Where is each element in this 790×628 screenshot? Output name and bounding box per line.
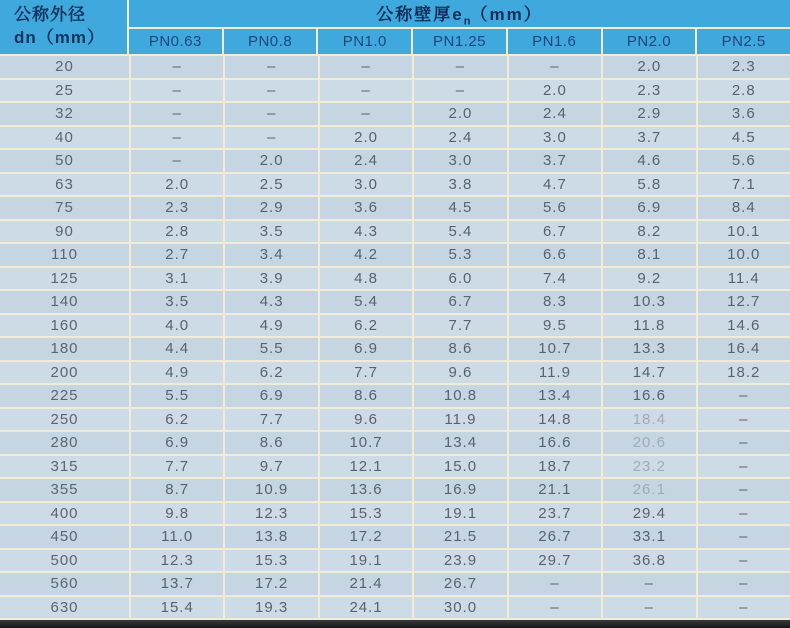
row-label-dn: 180	[50, 340, 79, 358]
table-cell: 14.7	[601, 362, 695, 384]
table-row	[0, 550, 790, 574]
row-label-dn: 90	[55, 222, 74, 240]
table-cell: –	[696, 479, 790, 501]
table-cell: 10.3	[601, 291, 695, 313]
table-body	[0, 56, 790, 620]
table-cell: 11.4	[696, 268, 790, 290]
table-cell: 3.6	[318, 197, 412, 219]
table-row	[0, 268, 790, 292]
table-cell: –	[507, 56, 601, 78]
table-cell: 3.7	[601, 127, 695, 149]
table-cell: 15.4	[129, 597, 223, 619]
table-cell: 2.0	[601, 56, 695, 78]
table-cell: –	[696, 597, 790, 619]
row-label-dn: 25	[55, 81, 74, 99]
column-header-pn125: PN1.25	[411, 29, 506, 54]
table-cell: 12.1	[318, 456, 412, 478]
table-cell: 2.0	[507, 80, 601, 102]
table-cell: 2.9	[223, 197, 317, 219]
table-row	[0, 197, 790, 221]
table-cell: 16.6	[507, 432, 601, 454]
table-row	[0, 244, 790, 268]
column-header-pn25: PN2.5	[695, 29, 790, 54]
table-cell: 15.3	[223, 550, 317, 572]
table-cell: 7.7	[318, 362, 412, 384]
column-header-pn08: PN0.8	[222, 29, 317, 54]
row-label-dn: 32	[55, 105, 74, 123]
table-cell: 7.7	[412, 315, 506, 337]
table-cell: 10.7	[318, 432, 412, 454]
column-header-pn20: PN2.0	[601, 29, 696, 54]
table-cell: 21.4	[318, 573, 412, 595]
table-cell: –	[129, 56, 223, 78]
table-cell: –	[696, 385, 790, 407]
table-cell: –	[223, 127, 317, 149]
table-cell: 9.8	[129, 503, 223, 525]
table-cell: 2.0	[412, 103, 506, 125]
row-label-dn: 200	[50, 363, 79, 381]
table-cell: 13.3	[601, 338, 695, 360]
table-row	[0, 338, 790, 362]
table-cell: 3.6	[696, 103, 790, 125]
table-cell: 19.3	[223, 597, 317, 619]
column-header-pn10: PN1.0	[316, 29, 411, 54]
table-cell: 6.9	[318, 338, 412, 360]
row-label-dn: 140	[50, 293, 79, 311]
table-cell: 5.5	[223, 338, 317, 360]
table-cell: –	[129, 150, 223, 172]
table-cell: 10.1	[696, 221, 790, 243]
table-cell: 4.5	[696, 127, 790, 149]
table-cell: 15.0	[412, 456, 506, 478]
row-label-dn: 315	[50, 457, 79, 475]
group-title-text: 公称壁厚e	[376, 4, 464, 24]
table-cell: 11.0	[129, 526, 223, 548]
row-label-dn: 50	[55, 152, 74, 170]
table-cell: 11.8	[601, 315, 695, 337]
table-cell: 7.4	[507, 268, 601, 290]
column-header-group	[129, 0, 790, 54]
table-cell: 24.1	[318, 597, 412, 619]
row-label-dn: 160	[50, 316, 79, 334]
table-cell: 19.1	[318, 550, 412, 572]
table-row	[0, 409, 790, 433]
table-row	[0, 56, 790, 80]
table-cell: 2.3	[601, 80, 695, 102]
table-row	[0, 456, 790, 480]
table-cell: 7.7	[129, 456, 223, 478]
table-cell: 14.6	[696, 315, 790, 337]
table-cell: 19.1	[412, 503, 506, 525]
table-cell: 13.8	[223, 526, 317, 548]
table-cell: –	[129, 80, 223, 102]
table-row	[0, 315, 790, 339]
table-cell: 5.5	[129, 385, 223, 407]
table-cell: 3.0	[507, 127, 601, 149]
table-cell: 8.7	[129, 479, 223, 501]
table-cell: 6.2	[223, 362, 317, 384]
table-cell: 9.2	[601, 268, 695, 290]
table-cell: 16.9	[412, 479, 506, 501]
group-title-subscript: n	[463, 15, 471, 28]
table-cell: 2.7	[129, 244, 223, 266]
table-cell: 6.7	[412, 291, 506, 313]
table-cell: 3.7	[507, 150, 601, 172]
table-cell: 10.8	[412, 385, 506, 407]
table-cell: –	[696, 503, 790, 525]
table-cell: 10.9	[223, 479, 317, 501]
table-cell: 26.7	[412, 573, 506, 595]
row-header-line1: 公称外径	[14, 5, 86, 25]
table-cell: 23.9	[412, 550, 506, 572]
table-cell: 9.7	[223, 456, 317, 478]
row-label-dn: 280	[50, 434, 79, 452]
table-cell: –	[223, 80, 317, 102]
table-cell: 2.3	[129, 197, 223, 219]
table-cell: 3.5	[223, 221, 317, 243]
table-cell: 4.2	[318, 244, 412, 266]
table-cell: 11.9	[412, 409, 506, 431]
table-cell: 12.3	[223, 503, 317, 525]
table-cell: 30.0	[412, 597, 506, 619]
table-row	[0, 526, 790, 550]
row-label-dn: 40	[55, 128, 74, 146]
table-cell: –	[601, 597, 695, 619]
table-cell: 13.4	[412, 432, 506, 454]
table-cell: 2.4	[507, 103, 601, 125]
table-cell: 17.2	[318, 526, 412, 548]
table-cell: –	[223, 103, 317, 125]
pn-header-row	[129, 29, 790, 54]
row-label-dn: 250	[50, 410, 79, 428]
table-cell: 15.3	[318, 503, 412, 525]
table-cell: 18.7	[507, 456, 601, 478]
row-label-dn: 75	[55, 199, 74, 217]
table-cell: 16.6	[601, 385, 695, 407]
table-cell: 2.4	[318, 150, 412, 172]
table-row	[0, 503, 790, 527]
table-cell: 5.6	[507, 197, 601, 219]
table-cell: 8.6	[412, 338, 506, 360]
table-cell: 8.4	[696, 197, 790, 219]
table-cell: 17.2	[223, 573, 317, 595]
table-cell: –	[412, 80, 506, 102]
table-cell: –	[223, 56, 317, 78]
column-header-pn16: PN1.6	[506, 29, 601, 54]
table-cell: 2.0	[223, 150, 317, 172]
table-row	[0, 80, 790, 104]
row-label-dn: 63	[55, 175, 74, 193]
table-cell: 9.6	[318, 409, 412, 431]
table-cell: 6.0	[412, 268, 506, 290]
row-label-dn: 450	[50, 528, 79, 546]
table-cell: 2.3	[696, 56, 790, 78]
table-cell: 23.2	[601, 456, 695, 478]
table-cell: 5.4	[412, 221, 506, 243]
table-cell: –	[696, 432, 790, 454]
table-cell: 5.6	[696, 150, 790, 172]
table-cell: 20.6	[601, 432, 695, 454]
table-header	[0, 0, 790, 56]
table-cell: 8.6	[318, 385, 412, 407]
table-cell: 4.9	[223, 315, 317, 337]
table-cell: 2.5	[223, 174, 317, 196]
table-cell: 5.4	[318, 291, 412, 313]
table-cell: 18.4	[601, 409, 695, 431]
table-cell: –	[696, 550, 790, 572]
table-cell: 6.9	[223, 385, 317, 407]
table-cell: 6.2	[318, 315, 412, 337]
table-cell: 21.1	[507, 479, 601, 501]
table-cell: 4.3	[223, 291, 317, 313]
table-cell: 8.6	[223, 432, 317, 454]
table-cell: 7.7	[223, 409, 317, 431]
table-row	[0, 150, 790, 174]
table-cell: 10.0	[696, 244, 790, 266]
table-cell: 11.9	[507, 362, 601, 384]
table-cell: 36.8	[601, 550, 695, 572]
table-cell: 4.0	[129, 315, 223, 337]
row-header-line2: dn（mm）	[14, 28, 105, 47]
table-cell: –	[129, 127, 223, 149]
table-cell: –	[601, 573, 695, 595]
row-label-dn: 20	[55, 58, 74, 76]
table-cell: –	[318, 80, 412, 102]
table-row	[0, 597, 790, 621]
table-cell: 10.7	[507, 338, 601, 360]
table-row	[0, 291, 790, 315]
table-row	[0, 432, 790, 456]
table-cell: –	[412, 56, 506, 78]
table-cell: 3.0	[318, 174, 412, 196]
table-cell: 12.7	[696, 291, 790, 313]
table-cell: –	[507, 573, 601, 595]
table-cell: 29.7	[507, 550, 601, 572]
table-cell: 4.6	[601, 150, 695, 172]
table-cell: –	[507, 597, 601, 619]
table-cell: 3.5	[129, 291, 223, 313]
table-cell: 5.8	[601, 174, 695, 196]
table-cell: 12.3	[129, 550, 223, 572]
row-label-dn: 355	[50, 481, 79, 499]
row-header-dn	[0, 0, 129, 54]
table-cell: 21.5	[412, 526, 506, 548]
group-title-unit: （mm）	[470, 4, 543, 24]
table-row	[0, 174, 790, 198]
table-cell: 2.0	[318, 127, 412, 149]
row-label-dn: 630	[50, 598, 79, 616]
table-cell: 5.3	[412, 244, 506, 266]
table-cell: 3.4	[223, 244, 317, 266]
table-cell: 4.8	[318, 268, 412, 290]
table-cell: 2.4	[412, 127, 506, 149]
table-cell: 18.2	[696, 362, 790, 384]
table-cell: 4.3	[318, 221, 412, 243]
table-cell: 3.1	[129, 268, 223, 290]
table-cell: 4.5	[412, 197, 506, 219]
table-cell: 8.3	[507, 291, 601, 313]
table-cell: 13.4	[507, 385, 601, 407]
table-cell: 2.8	[129, 221, 223, 243]
table-row	[0, 479, 790, 503]
table-cell: 3.0	[412, 150, 506, 172]
photo-bottom-edge	[0, 620, 790, 628]
table-cell: 6.6	[507, 244, 601, 266]
table-row	[0, 362, 790, 386]
row-label-dn: 225	[50, 387, 79, 405]
table-cell: –	[696, 456, 790, 478]
table-cell: 6.9	[129, 432, 223, 454]
table-cell: 13.7	[129, 573, 223, 595]
table-row	[0, 573, 790, 597]
table-cell: 6.9	[601, 197, 695, 219]
table-cell: 29.4	[601, 503, 695, 525]
table-cell: –	[696, 409, 790, 431]
table-cell: 4.7	[507, 174, 601, 196]
row-label-dn: 400	[50, 504, 79, 522]
row-label-dn: 125	[50, 269, 79, 287]
table-row	[0, 221, 790, 245]
table-row	[0, 103, 790, 127]
table-cell: 8.1	[601, 244, 695, 266]
table-cell: 4.9	[129, 362, 223, 384]
column-group-title	[129, 0, 790, 29]
table-cell: –	[696, 573, 790, 595]
table-cell: 3.9	[223, 268, 317, 290]
table-cell: 26.1	[601, 479, 695, 501]
table-cell: 8.2	[601, 221, 695, 243]
table-cell: 9.6	[412, 362, 506, 384]
table-cell: 16.4	[696, 338, 790, 360]
table-cell: 3.8	[412, 174, 506, 196]
row-label-dn: 560	[50, 575, 79, 593]
table-cell: 6.7	[507, 221, 601, 243]
column-header-pn063: PN0.63	[148, 33, 202, 50]
table-cell: 23.7	[507, 503, 601, 525]
table-cell: –	[696, 526, 790, 548]
table-cell: 6.2	[129, 409, 223, 431]
table-cell: –	[318, 56, 412, 78]
table-row	[0, 385, 790, 409]
table-cell: –	[129, 103, 223, 125]
table-cell: 4.4	[129, 338, 223, 360]
table-cell: 33.1	[601, 526, 695, 548]
table-cell: 2.9	[601, 103, 695, 125]
table-cell: –	[318, 103, 412, 125]
table-cell: 7.1	[696, 174, 790, 196]
row-label-dn: 110	[51, 246, 78, 264]
row-label-dn: 500	[50, 551, 79, 569]
table-cell: 2.8	[696, 80, 790, 102]
table-row	[0, 127, 790, 151]
table-cell: 14.8	[507, 409, 601, 431]
table-cell: 13.6	[318, 479, 412, 501]
table-cell: 9.5	[507, 315, 601, 337]
table-cell: 2.0	[129, 174, 223, 196]
table-cell: 26.7	[507, 526, 601, 548]
